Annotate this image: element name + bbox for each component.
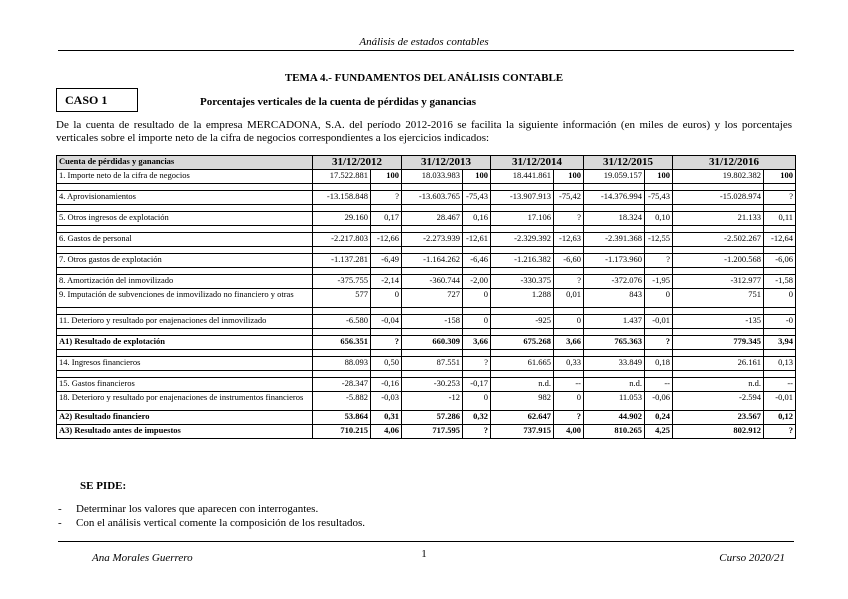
header-label: Cuenta de pérdidas y ganancias <box>57 156 313 170</box>
percent-cell: ? <box>463 357 491 371</box>
percent-cell: 0 <box>463 392 491 411</box>
row-label: 9. Imputación de subvenciones de inmovilizado no financiero y otras <box>57 289 313 308</box>
percent-cell: 100 <box>645 170 673 184</box>
percent-cell: 0,10 <box>645 212 673 226</box>
value-cell: -1.216.382 <box>491 254 554 268</box>
percent-cell: -0,17 <box>463 378 491 392</box>
table-row <box>57 275 796 289</box>
percent-cell: 0 <box>463 289 491 308</box>
value-cell: 62.647 <box>491 411 554 425</box>
value-cell: -6.580 <box>313 315 371 329</box>
percent-cell: ? <box>371 336 402 350</box>
value-cell: -30.253 <box>402 378 463 392</box>
percent-cell: -- <box>764 378 796 392</box>
percent-cell: 0,33 <box>554 357 584 371</box>
value-cell: -158 <box>402 315 463 329</box>
value-cell: 19.059.157 <box>584 170 645 184</box>
percent-cell: -- <box>645 378 673 392</box>
header-rule <box>58 50 794 51</box>
value-cell: 53.864 <box>313 411 371 425</box>
value-cell: -2.391.368 <box>584 233 645 247</box>
row-spacer <box>57 268 796 275</box>
se-pide-heading: SE PIDE: <box>80 480 127 492</box>
row-label: A2) Resultado financiero <box>57 411 313 425</box>
table-row <box>57 336 796 350</box>
value-cell: -925 <box>491 315 554 329</box>
value-cell: n.d. <box>584 378 645 392</box>
task-item <box>58 502 365 516</box>
table-row <box>57 233 796 247</box>
value-cell: 727 <box>402 289 463 308</box>
value-cell: 751 <box>673 289 764 308</box>
percent-cell: -6,49 <box>371 254 402 268</box>
row-label: 7. Otros gastos de explotación <box>57 254 313 268</box>
value-cell: -360.744 <box>402 275 463 289</box>
row-spacer <box>57 184 796 191</box>
bullet-dash: - <box>58 517 62 529</box>
value-cell: 802.912 <box>673 425 764 439</box>
value-cell: 29.160 <box>313 212 371 226</box>
value-cell: 88.093 <box>313 357 371 371</box>
percent-cell: ? <box>554 275 584 289</box>
table-row <box>57 191 796 205</box>
value-cell: 23.567 <box>673 411 764 425</box>
percent-cell: 100 <box>554 170 584 184</box>
case-box: CASO 1 <box>56 88 138 112</box>
percent-cell: -12,64 <box>764 233 796 247</box>
percent-cell: ? <box>371 191 402 205</box>
value-cell: 1.288 <box>491 289 554 308</box>
value-cell: 737.915 <box>491 425 554 439</box>
value-cell: 11.053 <box>584 392 645 411</box>
value-cell: 28.467 <box>402 212 463 226</box>
value-cell: 87.551 <box>402 357 463 371</box>
value-cell: -135 <box>673 315 764 329</box>
row-label: 6. Gastos de personal <box>57 233 313 247</box>
task-item <box>58 516 365 530</box>
percent-cell: 4,00 <box>554 425 584 439</box>
value-cell: 44.902 <box>584 411 645 425</box>
topic-title: TEMA 4.- FUNDAMENTOS DEL ANÁLISIS CONTABLE <box>284 72 564 84</box>
percent-cell: 0 <box>764 289 796 308</box>
row-spacer <box>57 350 796 357</box>
footer-author: Ana Morales Guerrero <box>92 552 193 564</box>
percent-cell: 0,17 <box>371 212 402 226</box>
percent-cell: ? <box>554 411 584 425</box>
value-cell: -312.977 <box>673 275 764 289</box>
percent-cell: 0,12 <box>764 411 796 425</box>
value-cell: 982 <box>491 392 554 411</box>
percent-cell: 0 <box>554 315 584 329</box>
value-cell: 19.802.382 <box>673 170 764 184</box>
value-cell: -1.164.262 <box>402 254 463 268</box>
table-header-row <box>57 156 796 170</box>
year-header: 31/12/2015 <box>584 156 673 170</box>
percent-cell: -0,03 <box>371 392 402 411</box>
percent-cell: -1,95 <box>645 275 673 289</box>
percent-cell: 0,50 <box>371 357 402 371</box>
row-spacer <box>57 371 796 378</box>
percent-cell: 100 <box>764 170 796 184</box>
intro-paragraph: De la cuenta de resultado de la empresa MERCADONA, S.A. del período 2012-2016 se facilita la siguiente información (en miles de euros) y los porcentajes verticales sobre el importe neto de la cifra de negocios correspondientes a los ejercicios indicados: <box>56 119 792 144</box>
value-cell: 18.441.861 <box>491 170 554 184</box>
percent-cell: -12,66 <box>371 233 402 247</box>
value-cell: 17.522.881 <box>313 170 371 184</box>
percent-cell: 0,11 <box>764 212 796 226</box>
bullet-dash: - <box>58 503 62 515</box>
value-cell: 660.309 <box>402 336 463 350</box>
page-number: 1 <box>421 548 427 560</box>
row-label: 4. Aprovisionamientos <box>57 191 313 205</box>
percent-cell: ? <box>554 212 584 226</box>
table-row <box>57 254 796 268</box>
percent-cell: -0,01 <box>645 315 673 329</box>
value-cell: -14.376.994 <box>584 191 645 205</box>
footer-rule <box>58 541 794 542</box>
percent-cell: -6,60 <box>554 254 584 268</box>
value-cell: -1.200.568 <box>673 254 764 268</box>
row-spacer <box>57 205 796 212</box>
value-cell: -2.594 <box>673 392 764 411</box>
table-row <box>57 289 796 308</box>
value-cell: n.d. <box>491 378 554 392</box>
percent-cell: 100 <box>371 170 402 184</box>
value-cell: -372.076 <box>584 275 645 289</box>
value-cell: 18.324 <box>584 212 645 226</box>
table-row <box>57 170 796 184</box>
value-cell: 18.033.983 <box>402 170 463 184</box>
percent-cell: 0 <box>554 392 584 411</box>
percent-cell: 0 <box>645 289 673 308</box>
year-header: 31/12/2014 <box>491 156 584 170</box>
value-cell: 33.849 <box>584 357 645 371</box>
row-label: 1. Importe neto de la cifra de negocios <box>57 170 313 184</box>
value-cell: 810.265 <box>584 425 645 439</box>
percent-cell: 0,13 <box>764 357 796 371</box>
value-cell: -1.173.960 <box>584 254 645 268</box>
table-row <box>57 315 796 329</box>
year-header: 31/12/2013 <box>402 156 491 170</box>
value-cell: -13.158.848 <box>313 191 371 205</box>
percent-cell: 0,32 <box>463 411 491 425</box>
case-subtitle: Porcentajes verticales de la cuenta de pérdidas y ganancias <box>200 96 476 108</box>
percent-cell: 4,06 <box>371 425 402 439</box>
row-label: 15. Gastos financieros <box>57 378 313 392</box>
value-cell: 61.665 <box>491 357 554 371</box>
percent-cell: 0,24 <box>645 411 673 425</box>
value-cell: -2.273.939 <box>402 233 463 247</box>
percent-cell: -75,43 <box>463 191 491 205</box>
value-cell: -13.907.913 <box>491 191 554 205</box>
value-cell: -2.217.803 <box>313 233 371 247</box>
task-list <box>58 502 365 530</box>
percent-cell: -0,01 <box>764 392 796 411</box>
value-cell: -12 <box>402 392 463 411</box>
percent-cell: 3,66 <box>463 336 491 350</box>
percent-cell: 0 <box>371 289 402 308</box>
value-cell: 1.437 <box>584 315 645 329</box>
percent-cell: 0,16 <box>463 212 491 226</box>
row-spacer <box>57 308 796 315</box>
percent-cell: ? <box>645 336 673 350</box>
percent-cell: -0,04 <box>371 315 402 329</box>
value-cell: 779.345 <box>673 336 764 350</box>
row-label: A3) Resultado antes de impuestos <box>57 425 313 439</box>
value-cell: 710.215 <box>313 425 371 439</box>
percent-cell: 3,94 <box>764 336 796 350</box>
percent-cell: -2,14 <box>371 275 402 289</box>
percent-cell: -12,55 <box>645 233 673 247</box>
table-row <box>57 425 796 439</box>
footer-course: Curso 2020/21 <box>719 552 785 564</box>
percent-cell: 3,66 <box>554 336 584 350</box>
percent-cell: -75,43 <box>645 191 673 205</box>
table-row <box>57 357 796 371</box>
row-spacer <box>57 247 796 254</box>
value-cell: -5.882 <box>313 392 371 411</box>
value-cell: n.d. <box>673 378 764 392</box>
value-cell: -28.347 <box>313 378 371 392</box>
value-cell: -13.603.765 <box>402 191 463 205</box>
percent-cell: -6,46 <box>463 254 491 268</box>
table-row <box>57 392 796 411</box>
value-cell: -375.755 <box>313 275 371 289</box>
percent-cell: 100 <box>463 170 491 184</box>
value-cell: -1.137.281 <box>313 254 371 268</box>
percent-cell: 0 <box>463 315 491 329</box>
percent-cell: -0 <box>764 315 796 329</box>
table-row <box>57 411 796 425</box>
value-cell: 675.268 <box>491 336 554 350</box>
percent-cell: -0,06 <box>645 392 673 411</box>
row-label: 8. Amortización del inmovilizado <box>57 275 313 289</box>
value-cell: 577 <box>313 289 371 308</box>
value-cell: -2.502.267 <box>673 233 764 247</box>
value-cell: -330.375 <box>491 275 554 289</box>
table-row <box>57 212 796 226</box>
value-cell: 717.595 <box>402 425 463 439</box>
percent-cell: 0,31 <box>371 411 402 425</box>
percent-cell: 4,25 <box>645 425 673 439</box>
year-header: 31/12/2012 <box>313 156 402 170</box>
percent-cell: ? <box>463 425 491 439</box>
percent-cell: ? <box>645 254 673 268</box>
percent-cell: -1,58 <box>764 275 796 289</box>
value-cell: 17.106 <box>491 212 554 226</box>
percent-cell: ? <box>764 191 796 205</box>
percent-cell: -6,06 <box>764 254 796 268</box>
percent-cell: -- <box>554 378 584 392</box>
percent-cell: -12,61 <box>463 233 491 247</box>
percent-cell: -12,63 <box>554 233 584 247</box>
income-statement-table <box>56 155 796 439</box>
percent-cell: -2,00 <box>463 275 491 289</box>
value-cell: 656.351 <box>313 336 371 350</box>
running-header: Análisis de estados contables <box>359 36 489 48</box>
task-text: Con el análisis vertical comente la composición de los resultados. <box>76 517 365 529</box>
value-cell: -2.329.392 <box>491 233 554 247</box>
value-cell: 21.133 <box>673 212 764 226</box>
value-cell: 26.161 <box>673 357 764 371</box>
table-row <box>57 378 796 392</box>
value-cell: 843 <box>584 289 645 308</box>
row-label: 11. Deterioro y resultado por enajenaciones del inmovilizado <box>57 315 313 329</box>
percent-cell: 0,18 <box>645 357 673 371</box>
value-cell: 765.363 <box>584 336 645 350</box>
percent-cell: ? <box>764 425 796 439</box>
row-label: 5. Otros ingresos de explotación <box>57 212 313 226</box>
row-label: 14. Ingresos financieros <box>57 357 313 371</box>
percent-cell: -0,16 <box>371 378 402 392</box>
value-cell: -15.028.974 <box>673 191 764 205</box>
percent-cell: 0,01 <box>554 289 584 308</box>
task-text: Determinar los valores que aparecen con interrogantes. <box>76 503 319 515</box>
row-label: A1) Resultado de explotación <box>57 336 313 350</box>
value-cell: 57.286 <box>402 411 463 425</box>
row-spacer <box>57 226 796 233</box>
row-spacer <box>57 329 796 336</box>
year-header: 31/12/2016 <box>673 156 796 170</box>
row-label: 18. Deterioro y resultado por enajenaciones de instrumentos financieros <box>57 392 313 411</box>
percent-cell: -75,42 <box>554 191 584 205</box>
